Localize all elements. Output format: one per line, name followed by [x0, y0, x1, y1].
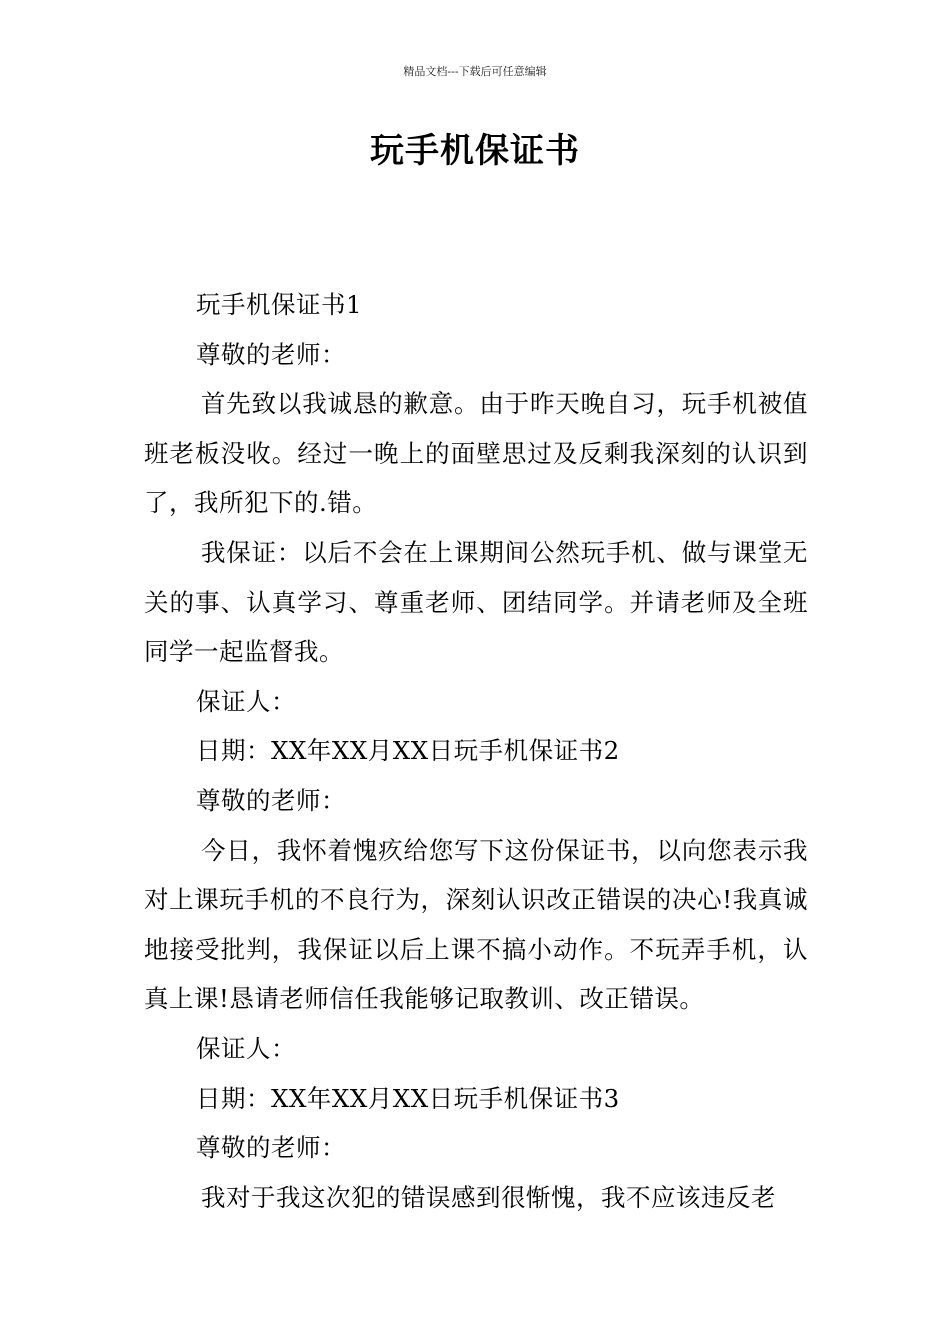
salutation: 尊敬的老师：	[196, 785, 346, 815]
paragraph: 我保证：以后不会在上课期间公然玩手机、做与课堂无关的事、认真学习、尊重老师、团结同学。并请老师及全班同学一起监督我。	[144, 537, 808, 667]
signature-line: 保证人：	[196, 686, 296, 716]
salutation: 尊敬的老师：	[196, 339, 346, 369]
signature-line: 保证人：	[196, 1033, 296, 1063]
document-body	[144, 280, 808, 1222]
document-title: 玩手机保证书	[370, 131, 580, 171]
section-heading-1: 玩手机保证书1	[196, 290, 363, 319]
paragraph: 我对于我这次犯的错误感到很惭愧，我不应该违反老	[201, 1182, 776, 1212]
date-line: 日期：XX年XX月XX日玩手机保证书3	[196, 1083, 620, 1113]
salutation: 尊敬的老师：	[196, 1133, 346, 1163]
date-line: 日期：XX年XX月XX日玩手机保证书2	[196, 736, 620, 766]
header-note: 精品文档---下载后可任意编辑	[403, 65, 547, 78]
paragraph: 首先致以我诚恳的歉意。由于昨天晚自习，玩手机被值班老板没收。经过一晚上的面壁思过及反剩我深刻的认识到了，我所犯下的.错。	[144, 389, 808, 518]
paragraph: 今日，我怀着愧疚给您写下这份保证书，以向您表示我对上课玩手机的不良行为，深刻认识改正错误的决心!我真诚地接受批判，我保证以后上课不搞小动作。不玩弄手机，认真上课!恳请老师信任我能够记取教训、改正错误。	[144, 835, 808, 1014]
